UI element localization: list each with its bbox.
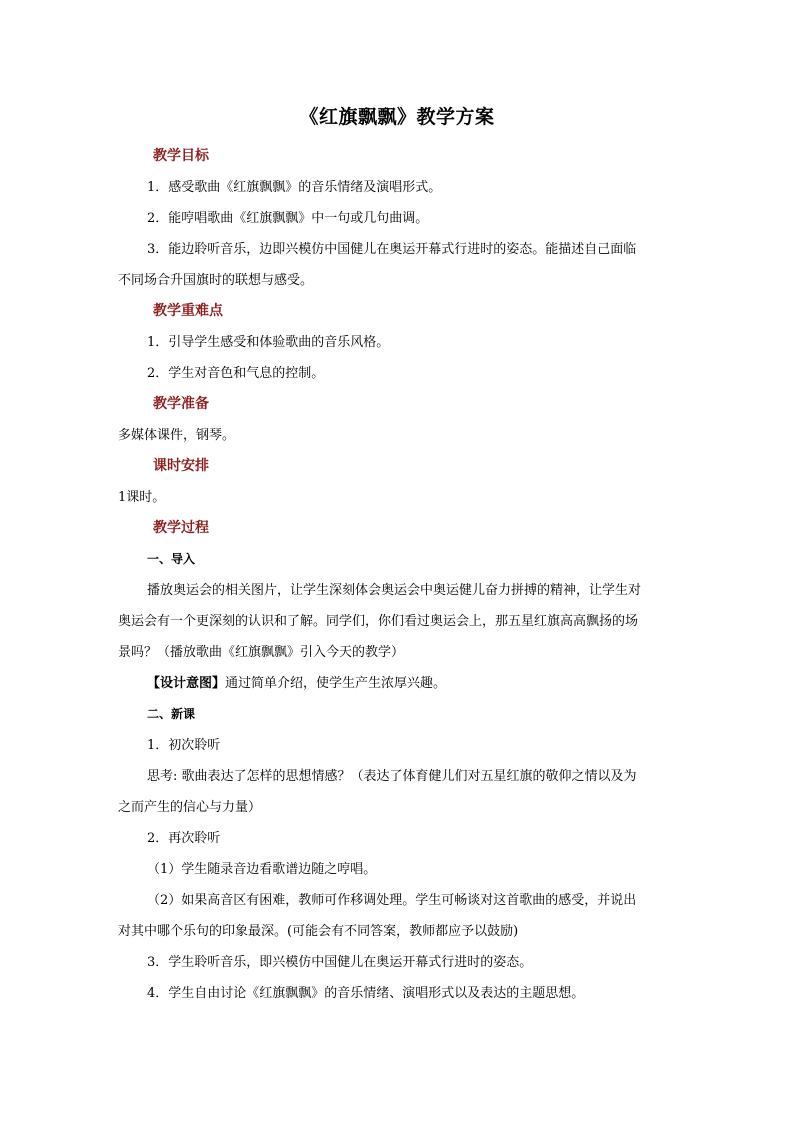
new-lesson-line: 之而产生的信心与力量） [118,800,262,815]
document-body [118,141,678,1009]
new-lesson-line: 对其中哪个乐句的印象最深。(可能会有不同答案，教师都应予以鼓励) [118,924,519,939]
new-lesson-line: （2）如果高音区有困难，教师可作移调处理。学生可畅谈对这首歌曲的感受，并说出 [147,893,637,908]
design-intent-text: 通过简单介绍，使学生产生浓厚兴趣。 [225,676,447,691]
intro-paragraph-line: 奥运会有一个更深刻的认识和了解。同学们，你们看过奥运会上，那五星红旗高高飘扬的场 [118,614,639,629]
subsection-heading-new-lesson: 二、新课 [147,707,196,721]
subsection-heading-intro: 一、导入 [147,552,196,566]
new-lesson-line: 4．学生自由讨论《红旗飘飘》的音乐情绪、演唱形式以及表达的主题思想。 [147,986,585,1001]
key-point-item: 1．引导学生感受和体验歌曲的音乐风格。 [147,335,390,350]
intro-paragraph-line: 播放奥运会的相关图片，让学生深刻体会奥运会中奥运健儿奋力拼搏的精神，让学生对 [147,583,642,598]
goal-item: 1．感受歌曲《红旗飘飘》的音乐情绪及演唱形式。 [147,180,442,195]
new-lesson-line: 思考: 歌曲表达了怎样的思想情感？（表达了体育健儿们对五星红旗的敬仰之情以及为 [147,769,637,784]
design-intent [118,668,678,699]
section-heading-process: 教学过程 [153,520,209,536]
design-intent-label: 【设计意图】 [147,676,226,691]
new-lesson-line: 1．初次聆听 [147,738,221,753]
goal-item-continuation: 不同场合升国旗时的联想与感受。 [118,273,314,288]
section-heading-preparation: 教学准备 [153,396,209,412]
intro-paragraph-line: 景吗？（播放歌曲《红旗飘飘》引入今天的教学） [118,645,405,660]
schedule-text: 1课时。 [118,490,166,505]
new-lesson-line: 3．学生聆听音乐，即兴模仿中国健儿在奥运开幕式行进时的姿态。 [147,955,533,970]
section-heading-key-points: 教学重难点 [153,303,223,319]
document-title: 《红旗飘飘》教学方案 [299,106,495,128]
preparation-text: 多媒体课件，钢琴。 [118,428,236,443]
goal-item: 2．能哼唱歌曲《红旗飘飘》中一句或几句曲调。 [147,211,429,226]
section-heading-schedule: 课时安排 [153,458,209,474]
section-heading-goals: 教学目标 [153,148,209,164]
key-point-item: 2．学生对音色和气息的控制。 [147,366,325,381]
goal-item: 3．能边聆听音乐，边即兴模仿中国健儿在奥运开幕式行进时的姿态。能描述自己面临 [147,242,637,257]
new-lesson-line: 2．再次聆听 [147,831,221,846]
new-lesson-line: （1）学生随录音边看歌谱边随之哼唱。 [147,862,377,877]
